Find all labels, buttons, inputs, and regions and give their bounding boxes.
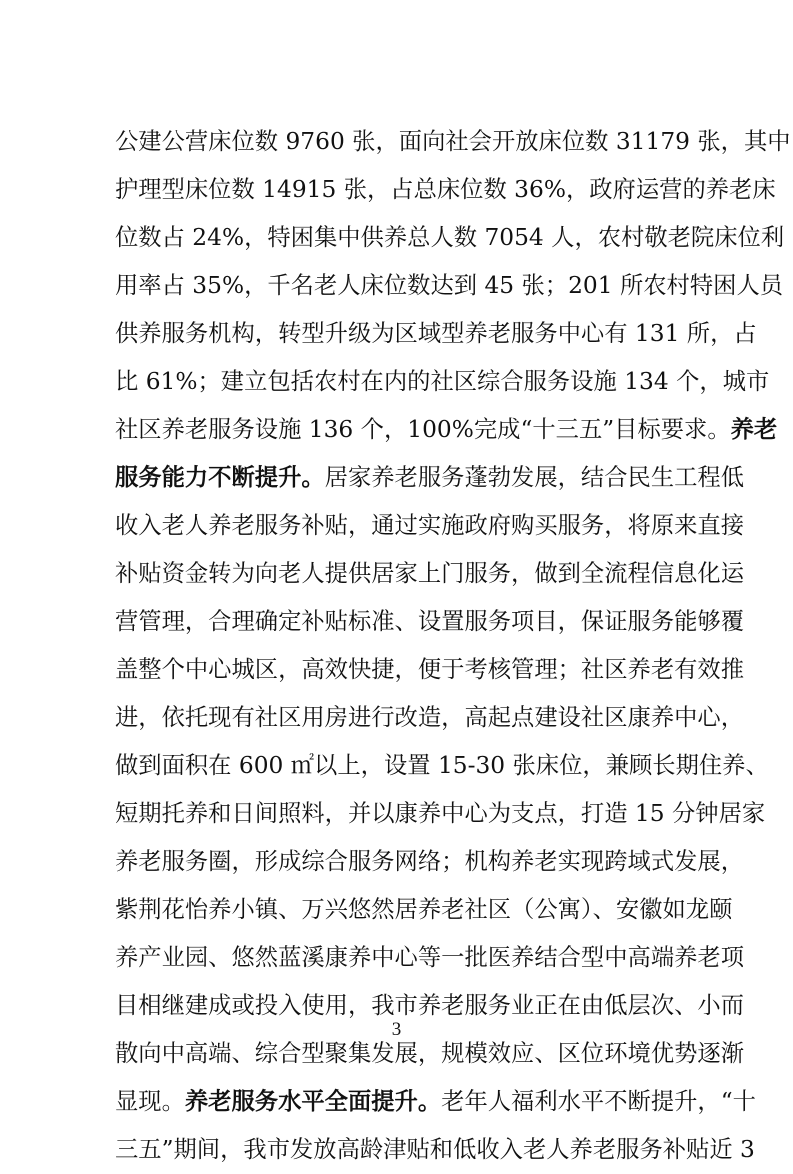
page-number: 3 — [391, 1019, 402, 1040]
text-line — [115, 934, 745, 982]
text-segment: 位数占 24%，特困集中供养总人数 7054 人，农村敬老院床位利 — [115, 224, 785, 251]
text-segment: 短期托养和日间照料，并以康养中心为支点，打造 15 分钟居家 — [115, 800, 766, 827]
bold-heading-text: 养老服务水平全面提升。 — [184, 1088, 442, 1115]
text-line — [115, 1126, 755, 1174]
text-segment: 做到面积在 600 ㎡以上，设置 15-30 张床位，兼顾长期住养、 — [115, 752, 769, 779]
text-segment: 补贴资金转为向老人提供居家上门服务，做到全流程信息化运 — [115, 560, 745, 587]
text-line — [115, 406, 778, 454]
text-segment: 养产业园、悠然蓝溪康养中心等一批医养结合型中高端养老项 — [115, 944, 745, 971]
text-segment: 老年人福利水平不断提升，“十 — [441, 1088, 756, 1115]
text-line — [115, 550, 745, 598]
text-line — [115, 310, 757, 358]
text-segment: 社区养老服务设施 136 个，100%完成“十三五”目标要求。 — [115, 416, 731, 443]
text-segment: 盖整个中心城区，高效快捷，便于考核管理；社区养老有效推 — [115, 656, 745, 683]
text-line — [115, 694, 745, 742]
text-segment: 护理型床位数 14915 张，占总床位数 36%，政府运营的养老床 — [115, 176, 776, 203]
text-segment: 显现。 — [115, 1088, 185, 1115]
text-segment: 居家养老服务蓬勃发展，结合民生工程低 — [324, 464, 745, 491]
text-line — [115, 886, 733, 934]
text-segment: 三五”期间，我市发放高龄津贴和低收入老人养老服务补贴近 3 — [115, 1136, 755, 1163]
text-line — [115, 166, 776, 214]
text-line — [115, 742, 769, 790]
text-line — [115, 358, 770, 406]
text-segment: 进，依托现有社区用房进行改造，高起点建设社区康养中心， — [115, 704, 745, 731]
body-text — [115, 118, 791, 1174]
text-segment: 用率占 35%，千名老人床位数达到 45 张；201 所农村特困人员 — [115, 272, 784, 299]
text-line — [115, 454, 745, 502]
text-line — [115, 262, 784, 310]
text-line — [115, 502, 745, 550]
text-line — [115, 790, 766, 838]
bold-heading-text: 养老 — [730, 416, 778, 443]
text-line — [115, 1078, 756, 1126]
text-segment: 公建公营床位数 9760 张，面向社会开放床位数 31179 张，其中 — [115, 128, 791, 155]
text-line — [115, 598, 745, 646]
text-segment: 目相继建成或投入使用，我市养老服务业正在由低层次、小而 — [115, 992, 745, 1019]
text-line — [115, 838, 745, 886]
text-line — [115, 214, 785, 262]
text-line — [115, 646, 745, 694]
text-segment: 营管理，合理确定补贴标准、设置服务项目，保证服务能够覆 — [115, 608, 745, 635]
text-segment: 比 61%；建立包括农村在内的社区综合服务设施 134 个，城市 — [115, 368, 770, 395]
text-segment: 散向中高端、综合型聚集发展，规模效应、区位环境优势逐渐 — [115, 1040, 745, 1067]
text-line — [115, 118, 791, 166]
text-segment: 收入老人养老服务补贴，通过实施政府购买服务，将原来直接 — [115, 512, 745, 539]
text-segment: 供养服务机构，转型升级为区域型养老服务中心有 131 所，占 — [115, 320, 757, 347]
text-segment: 养老服务圈，形成综合服务网络；机构养老实现跨域式发展， — [115, 848, 745, 875]
text-segment: 紫荆花怡养小镇、万兴悠然居养老社区（公寓）、安徽如龙颐 — [115, 896, 733, 923]
bold-heading-text: 服务能力不断提升。 — [115, 464, 325, 491]
